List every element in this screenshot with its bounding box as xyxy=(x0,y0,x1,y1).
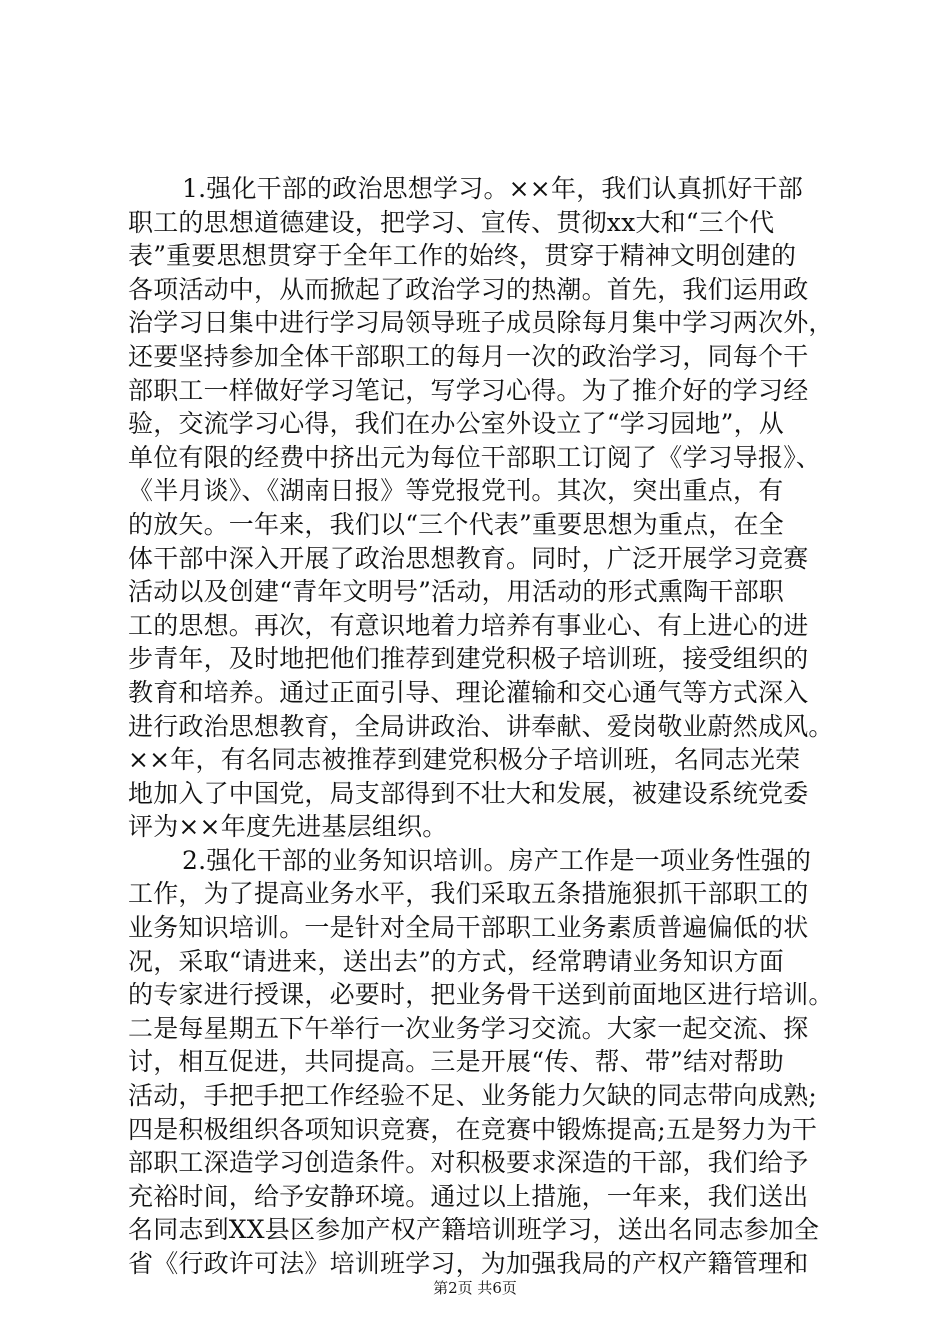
paragraph-1-line: 评为××年度先进基层组织。 xyxy=(128,812,448,842)
paragraph-1-line: 的放矢。一年来，我们以“三个代表”重要思想为重点，在全 xyxy=(128,509,784,539)
paragraph-1-line: 各项活动中，从而掀起了政治学习的热潮。首先，我们运用政 xyxy=(128,274,809,304)
paragraph-2-line: 的专家进行授课，必要时，把业务骨干送到前面地区进行培训。 xyxy=(128,980,834,1010)
paragraph-2-line: 省《行政许可法》培训班学习，为加强我局的产权产籍管理和 xyxy=(128,1249,809,1278)
paragraph-2-line: 讨，相互促进，共同提高。三是开展“传、帮、带”结对帮助 xyxy=(128,1047,784,1077)
paragraph-1-line: ××年，有名同志被推荐到建党积极分子培训班，名同志光荣 xyxy=(128,745,801,775)
paragraph-2-line: 充裕时间，给予安静环境。通过以上措施，一年来，我们送出 xyxy=(128,1181,809,1211)
paragraph-1-line: 1.强化干部的政治思想学习。××年，我们认真抓好干部 xyxy=(182,174,803,203)
paragraph-1-line: 工的思想。再次，有意识地着力培养有事业心、有上进心的进 xyxy=(128,610,809,640)
paragraph-1-line: 职工的思想道德建设，把学习、宣传、贯彻xx大和“三个代 xyxy=(128,207,775,237)
paragraph-2-line: 二是每星期五下午举行一次业务学习交流。大家一起交流、探 xyxy=(128,1013,809,1043)
paragraph-1-line: 体干部中深入开展了政治思想教育。同时，广泛开展学习竞赛 xyxy=(128,543,809,573)
page-number-footer: 第2页 共6页 xyxy=(433,1279,517,1297)
paragraph-1-line: 《半月谈》、《湖南日报》等党报党刊。其次，突出重点，有 xyxy=(128,476,784,506)
paragraph-1-line: 步青年，及时地把他们推荐到建党积极子培训班，接受组织的 xyxy=(128,644,809,674)
paragraph-2-line: 名同志到XX县区参加产权产籍培训班学习，送出名同志参加全 xyxy=(128,1215,820,1245)
paragraph-1-line: 还要坚持参加全体干部职工的每月一次的政治学习，同每个干 xyxy=(128,341,809,371)
body-text xyxy=(128,172,832,1281)
paragraph-2-line: 工作，为了提高业务水平，我们采取五条措施狠抓干部职工的 xyxy=(128,879,809,909)
paragraph-2-line: 业务知识培训。一是针对全局干部职工业务素质普遍偏低的状 xyxy=(128,913,809,943)
paragraph-1-line: 单位有限的经费中挤出元为每位干部职工订阅了《学习导报》、 xyxy=(128,442,822,472)
paragraph-1-line: 教育和培养。通过正面引导、理论灌输和交心通气等方式深入 xyxy=(128,677,809,707)
paragraph-2-line: 四是积极组织各项知识竞赛，在竞赛中锻炼提高;五是努力为干 xyxy=(128,1114,818,1144)
paragraph-1-line: 治学习日集中进行学习局领导班子成员除每月集中学习两次外， xyxy=(128,308,834,338)
paragraph-1-line: 部职工一样做好学习笔记，写学习心得。为了推介好的学习经 xyxy=(128,375,809,405)
paragraph-1-line: 活动以及创建“青年文明号”活动，用活动的形式熏陶干部职 xyxy=(128,577,784,607)
paragraph-2-line: 2.强化干部的业务知识培训。房产工作是一项业务性强的 xyxy=(182,845,812,875)
paragraph-1-line: 地加入了中国党，局支部得到不壮大和发展，被建设系统党委 xyxy=(128,778,809,808)
paragraph-2-line: 部职工深造学习创造条件。对积极要求深造的干部，我们给予 xyxy=(128,1148,809,1178)
paragraph-1-line: 进行政治思想教育，全局讲政治、讲奉献、爱岗敬业蔚然成风。 xyxy=(128,711,834,741)
paragraph-2-line: 况，采取“请进来，送出去”的方式，经常聘请业务知识方面 xyxy=(128,946,784,976)
paragraph-1-line: 验，交流学习心得，我们在办公室外设立了“学习园地”，从 xyxy=(128,409,784,439)
paragraph-2-line: 活动，手把手把工作经验不足、业务能力欠缺的同志带向成熟; xyxy=(128,1081,818,1111)
paragraph-1-line: 表”重要思想贯穿于全年工作的始终，贯穿于精神文明创建的 xyxy=(128,241,797,271)
